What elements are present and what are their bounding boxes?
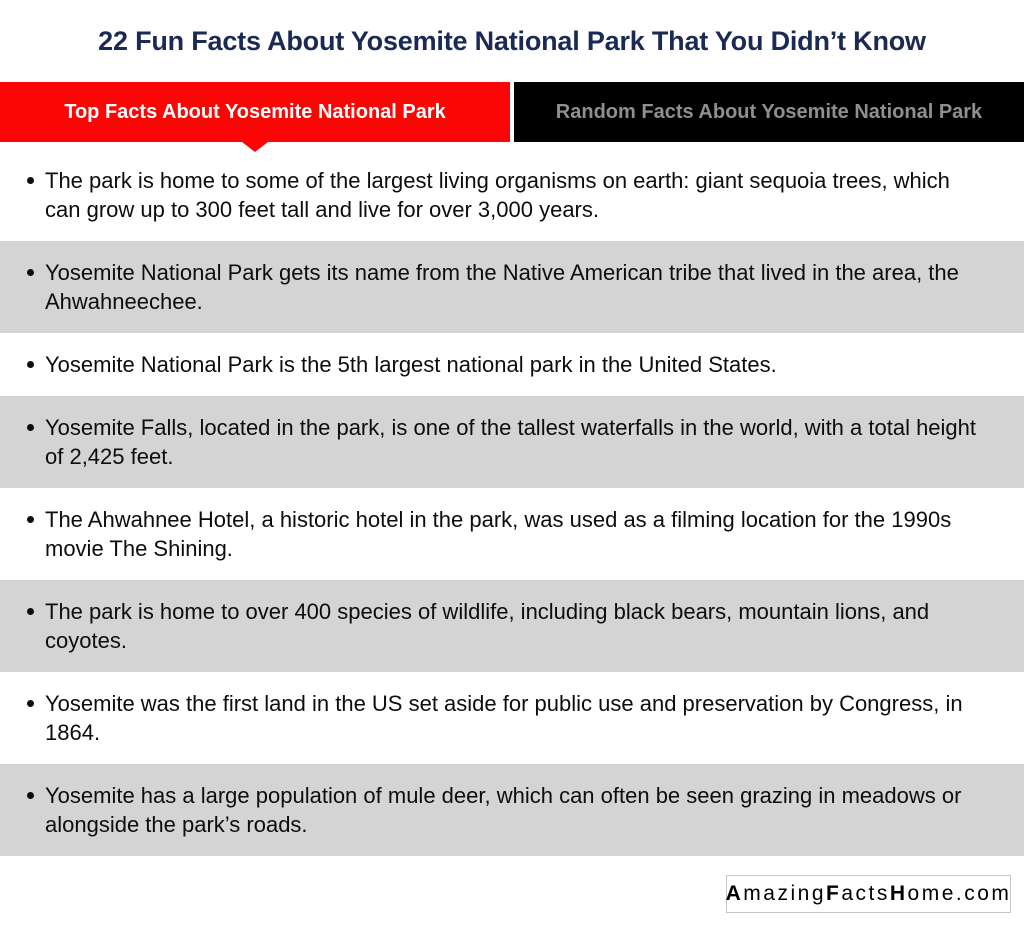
bullet-icon — [27, 269, 34, 276]
fact-text: Yosemite Falls, located in the park, is one of the tallest waterfalls in the world, with a total height of 2,425 feet. — [45, 415, 977, 469]
fact-text: The park is home to some of the largest living organisms on earth: giant sequoia trees, which can grow up to 300 feet tall and live for over 3,000 years. — [45, 168, 950, 222]
brand-badge-text: F — [826, 882, 842, 905]
brand-badge-text: A — [725, 882, 744, 905]
fact-text: Yosemite National Park is the 5th largest national park in the United States. — [45, 352, 777, 377]
fact-item — [0, 672, 1024, 764]
fact-item — [0, 488, 1024, 580]
bullet-icon — [27, 361, 34, 368]
page-title: 22 Fun Facts About Yosemite National Park That You Didn’t Know — [98, 26, 926, 56]
fact-item — [0, 149, 1024, 241]
fact-text: Yosemite National Park gets its name from the Native American tribe that lived in the area, the Ahwahneechee. — [45, 260, 959, 314]
bullet-icon — [27, 424, 34, 431]
fact-text: The Ahwahnee Hotel, a historic hotel in the park, was used as a filming location for the 1990s movie The Shining. — [45, 507, 952, 561]
brand-badge-text: acts — [841, 882, 890, 905]
fact-item — [0, 241, 1024, 333]
bullet-icon — [27, 700, 34, 707]
bullet-icon — [27, 516, 34, 523]
tab-random-facts[interactable]: Random Facts About Yosemite National Park — [514, 82, 1024, 142]
fact-text: Yosemite has a large population of mule deer, which can often be seen grazing in meadows or alongside the park’s roads. — [45, 783, 962, 837]
fact-text: Yosemite was the first land in the US set aside for public use and preservation by Congress, in 1864. — [45, 691, 963, 745]
bullet-icon — [27, 608, 34, 615]
fact-text: The park is home to over 400 species of wildlife, including black bears, mountain lions, and coyotes. — [45, 599, 930, 653]
brand-badge — [726, 875, 1011, 913]
tab-top-facts[interactable]: Top Facts About Yosemite National Park — [0, 82, 510, 142]
fact-item — [0, 580, 1024, 672]
bullet-icon — [27, 792, 34, 799]
bullet-icon — [27, 177, 34, 184]
fact-item — [0, 396, 1024, 488]
tab-bar — [0, 82, 1024, 142]
fact-item — [0, 764, 1024, 856]
brand-badge-text: mazing — [743, 882, 826, 905]
facts-list — [0, 149, 1024, 856]
brand-badge-text: H — [889, 882, 908, 905]
fact-item — [0, 333, 1024, 396]
brand-badge-text: ome.com — [907, 882, 1012, 905]
